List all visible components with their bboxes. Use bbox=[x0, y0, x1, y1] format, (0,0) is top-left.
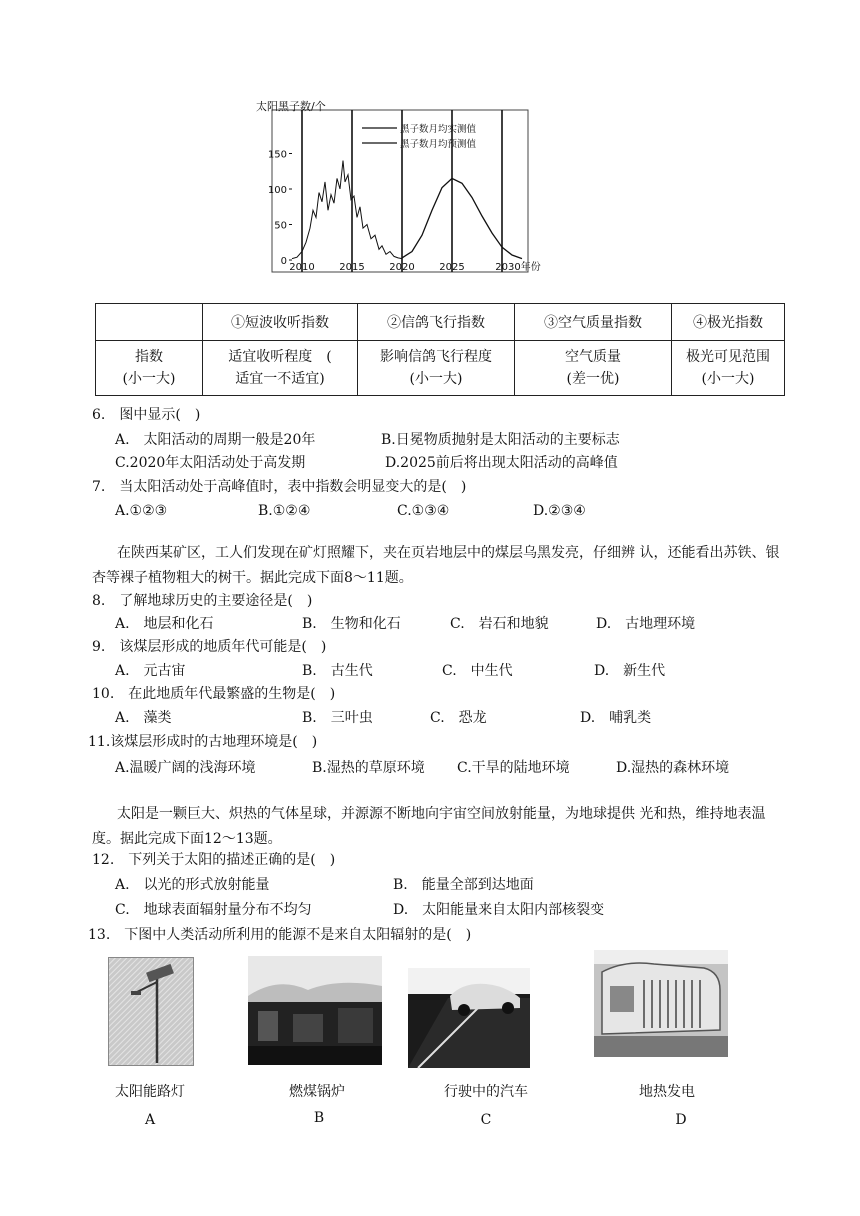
q11-option-c: C.干旱的陆地环境 bbox=[457, 760, 570, 776]
passage-coal-mine: 在陕西某矿区，工人们发现在矿灯照耀下，夹在页岩地层中的煤层乌黑发亮，仔细辨 认，还能看出苏铁、银杏等裸子植物粗大的树干。据此完成下面8～11题。 bbox=[92, 545, 780, 586]
caption-c: 行驶中的汽车 bbox=[444, 1084, 528, 1100]
cell-line: (小一大) bbox=[701, 371, 755, 387]
coal-boiler-icon bbox=[248, 956, 382, 1065]
q10-option-c: C. 恐龙 bbox=[430, 710, 487, 726]
image-letter-b: B bbox=[313, 1110, 325, 1126]
question-12-stem: 12. 下列关于太阳的描述正确的是( ) bbox=[92, 852, 336, 868]
x-tick-label: 2030年份 bbox=[495, 262, 541, 273]
table-row bbox=[96, 341, 785, 396]
question-9-stem: 9. 该煤层形成的地质年代可能是( ) bbox=[92, 639, 327, 655]
q10-option-a: A. 藻类 bbox=[115, 710, 172, 726]
table-header-cell bbox=[96, 304, 203, 341]
y-tick-label: 150 bbox=[267, 149, 287, 161]
table-header-cell: ②信鸽飞行指数 bbox=[358, 304, 515, 341]
table-cell bbox=[515, 341, 672, 396]
table-header-cell: ①短波收听指数 bbox=[203, 304, 358, 341]
q7-option-a: A.①②③ bbox=[115, 503, 168, 519]
q9-option-c: C. 中生代 bbox=[442, 663, 513, 679]
q12-option-c: C. 地球表面辐射量分布不均匀 bbox=[115, 902, 312, 918]
q9-option-b: B. 古生代 bbox=[302, 663, 373, 679]
table-cell bbox=[358, 341, 515, 396]
table-cell bbox=[203, 341, 358, 396]
moving-car-icon bbox=[408, 968, 530, 1068]
q6-option-d: D.2025前后将出现太阳活动的高峰值 bbox=[385, 455, 618, 471]
q11-option-d: D.湿热的森林环境 bbox=[616, 760, 730, 776]
q12-option-a: A. 以光的形式放射能量 bbox=[115, 877, 270, 893]
q11-option-b: B.湿热的草原环境 bbox=[312, 760, 425, 776]
q12-option-d: D. 太阳能量来自太阳内部核裂变 bbox=[393, 902, 605, 918]
table-header-row bbox=[96, 304, 785, 341]
geothermal-plant-photo bbox=[594, 950, 728, 1057]
question-10-stem: 10. 在此地质年代最繁盛的生物是( ) bbox=[92, 686, 336, 702]
table-row-label bbox=[96, 341, 203, 396]
q8-option-a: A. 地层和化石 bbox=[115, 616, 214, 632]
q9-option-a: A. 元古宙 bbox=[115, 663, 186, 679]
moving-car-photo bbox=[408, 968, 530, 1068]
legend-label-predicted: 黑子数月均预测值 bbox=[400, 139, 477, 150]
table-cell bbox=[672, 341, 785, 396]
caption-b: 燃煤锅炉 bbox=[289, 1084, 345, 1100]
y-tick-label: 100 bbox=[267, 185, 287, 196]
cell-line: 影响信鸽飞行程度 bbox=[380, 349, 492, 365]
q6-option-b: B.日冕物质抛射是太阳活动的主要标志 bbox=[381, 432, 620, 448]
row-label-line: 指数 bbox=[135, 349, 163, 365]
question-11-stem: 11.该煤层形成时的古地理环境是( ) bbox=[88, 734, 318, 750]
table-header-cell: ③空气质量指数 bbox=[515, 304, 672, 341]
question-8-stem: 8. 了解地球历史的主要途径是( ) bbox=[92, 593, 313, 609]
caption-a: 太阳能路灯 bbox=[115, 1084, 185, 1100]
x-tick-label: 2015 bbox=[339, 262, 365, 273]
geothermal-plant-icon bbox=[594, 950, 728, 1057]
x-tick-label: 2020 bbox=[389, 262, 415, 273]
cell-line: 极光可见范围 bbox=[686, 349, 770, 365]
caption-d: 地热发电 bbox=[639, 1084, 695, 1100]
y-tick-label: 50 bbox=[274, 220, 287, 232]
question-6-stem: 6. 图中显示( ) bbox=[92, 407, 201, 423]
cell-line: (小一大) bbox=[409, 371, 463, 387]
question-13-stem: 13. 下图中人类活动所利用的能源不是来自太阳辐射的是( ) bbox=[88, 927, 472, 943]
cell-line: 适宜一不适宜) bbox=[235, 371, 325, 387]
passage-sun: 太阳是一颗巨大、炽热的气体星球，并源源不断地向宇宙空间放射能量，为地球提供 光和热，维持地表温度。据此完成下面12～13题。 bbox=[92, 806, 766, 847]
cell-line: (差一优) bbox=[566, 371, 620, 387]
legend-label-measured: 黑子数月均实测值 bbox=[400, 124, 477, 135]
q7-option-b: B.①②④ bbox=[258, 503, 311, 519]
coal-boiler-photo bbox=[248, 956, 382, 1065]
sunspot-chart bbox=[252, 100, 541, 276]
q8-option-d: D. 古地理环境 bbox=[596, 616, 696, 632]
table-header-cell: ④极光指数 bbox=[672, 304, 785, 341]
y-tick-label: 0 bbox=[280, 256, 287, 267]
q8-option-c: C. 岩石和地貌 bbox=[450, 616, 549, 632]
q10-option-b: B. 三叶虫 bbox=[302, 710, 373, 726]
q7-option-c: C.①③④ bbox=[397, 503, 450, 519]
cell-line: 适宜收听程度 ( bbox=[228, 349, 332, 365]
image-letter-d: D bbox=[675, 1112, 687, 1128]
solar-streetlight-icon bbox=[109, 958, 193, 1065]
q12-option-b: B. 能量全部到达地面 bbox=[393, 877, 534, 893]
x-tick-label: 2025 bbox=[439, 262, 465, 273]
solar-streetlight-photo bbox=[108, 957, 194, 1066]
q6-option-a: A. 太阳活动的周期一般是20年 bbox=[115, 432, 316, 448]
y-axis-label: 太阳黑子数/个 bbox=[256, 100, 326, 113]
image-letter-a: A bbox=[144, 1112, 156, 1128]
index-table bbox=[95, 303, 785, 396]
q11-option-a: A.温暖广阔的浅海环境 bbox=[115, 760, 256, 776]
cell-line: 空气质量 bbox=[565, 349, 621, 365]
q7-option-d: D.②③④ bbox=[533, 503, 586, 519]
q10-option-d: D. 哺乳类 bbox=[580, 710, 652, 726]
q9-option-d: D. 新生代 bbox=[594, 663, 666, 679]
q6-option-c: C.2020年太阳活动处于高发期 bbox=[115, 455, 306, 471]
sunspot-chart-svg bbox=[252, 100, 541, 276]
image-letter-c: C bbox=[480, 1112, 492, 1128]
x-tick-label: 2010 bbox=[289, 262, 315, 273]
row-label-line: (小一大) bbox=[122, 371, 176, 387]
q8-option-b: B. 生物和化石 bbox=[302, 616, 401, 632]
question-7-stem: 7. 当太阳活动处于高峰值时，表中指数会明显变大的是( ) bbox=[92, 479, 467, 495]
